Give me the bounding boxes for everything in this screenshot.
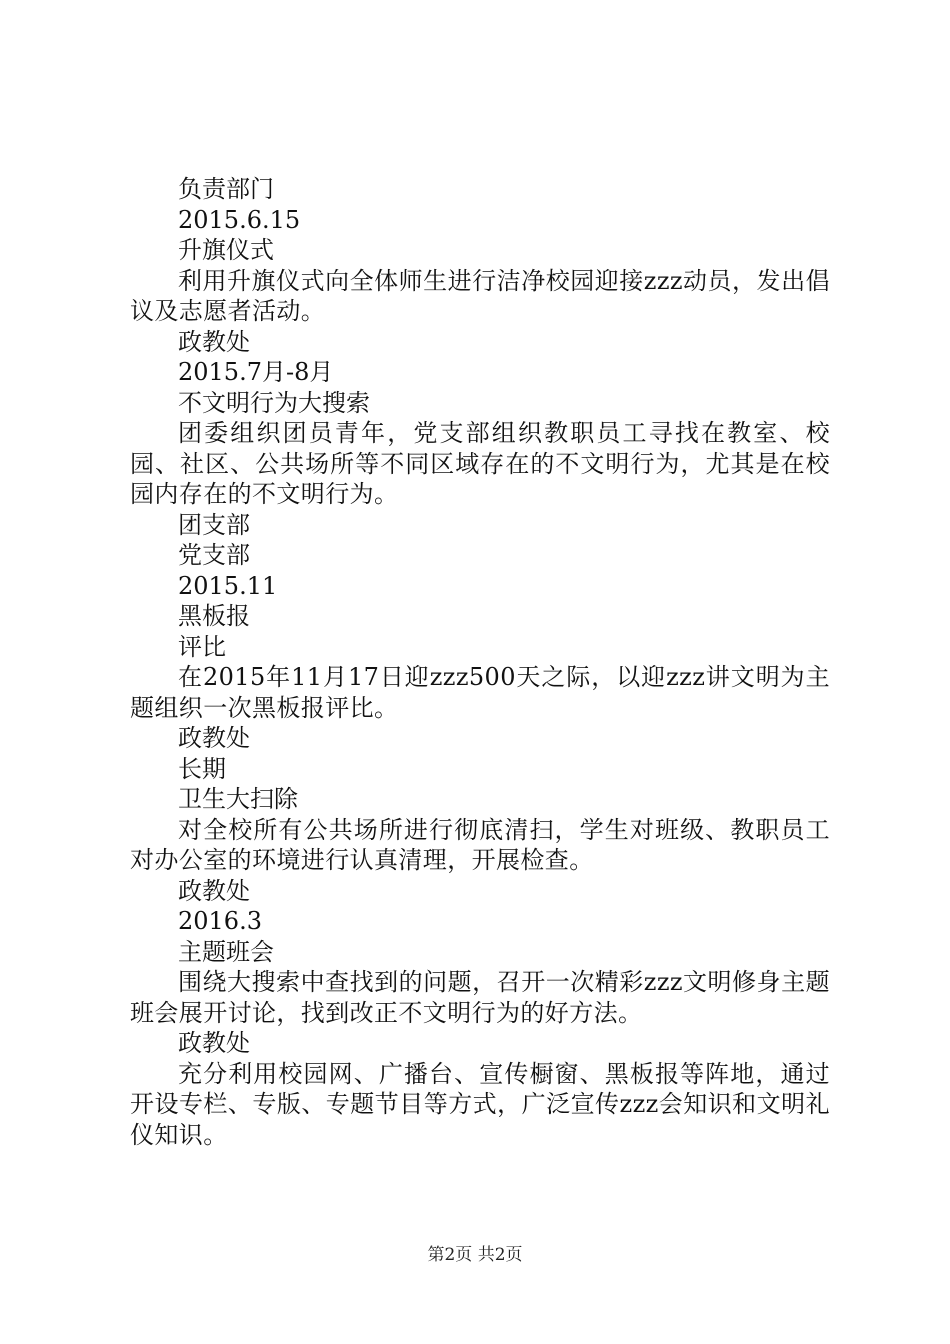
text-line: 主题班会 [178, 937, 274, 966]
text-line: 负责部门 [178, 175, 274, 203]
text-paragraph: 团委组织团员青年，党支部组织教职员工寻找在教室、校园、社区、公共场所等不同区域存在的不文明行为，尤其是在校园内存在的不文明行为。 [130, 419, 830, 508]
text-line: 2016.3 [178, 907, 262, 935]
text-line: 2015.6.15 [178, 205, 301, 234]
text-paragraph: 利用升旗仪式向全体师生进行洁净校园迎接zzz动员，发出倡议及志愿者活动。 [130, 266, 830, 325]
text-line: 卫生大扫除 [178, 785, 298, 813]
text-line: 团支部 [178, 510, 250, 539]
text-line: 不文明行为大搜索 [178, 388, 370, 417]
document-body [130, 174, 830, 1150]
text-line: 评比 [178, 632, 226, 661]
text-line: 2015.7月-8月 [178, 358, 334, 386]
text-line: 政教处 [178, 876, 250, 905]
text-line: 升旗仪式 [178, 236, 274, 264]
text-line: 党支部 [178, 541, 250, 569]
text-line: 长期 [178, 754, 226, 783]
text-line: 政教处 [178, 327, 250, 356]
text-paragraph: 在2015年11月17日迎zzz500天之际，以迎zzz讲文明为主题组织一次黑板报评比。 [130, 663, 830, 722]
text-paragraph: 围绕大搜索中查找到的问题，召开一次精彩zzz文明修身主题班会展开讨论，找到改正不文明行为的好方法。 [130, 968, 830, 1027]
text-line: 黑板报 [178, 602, 250, 630]
page-number-footer: 第2页 共2页 [427, 1245, 523, 1265]
text-line: 政教处 [178, 724, 250, 752]
text-paragraph: 对全校所有公共场所进行彻底清扫，学生对班级、教职员工对办公室的环境进行认真清理，开展检查。 [130, 815, 830, 874]
text-paragraph: 充分利用校园网、广播台、宣传橱窗、黑板报等阵地，通过开设专栏、专版、专题节目等方式，广泛宣传zzz会知识和文明礼仪知识。 [130, 1059, 830, 1149]
text-line: 2015.11 [178, 571, 278, 600]
text-line: 政教处 [178, 1029, 250, 1057]
